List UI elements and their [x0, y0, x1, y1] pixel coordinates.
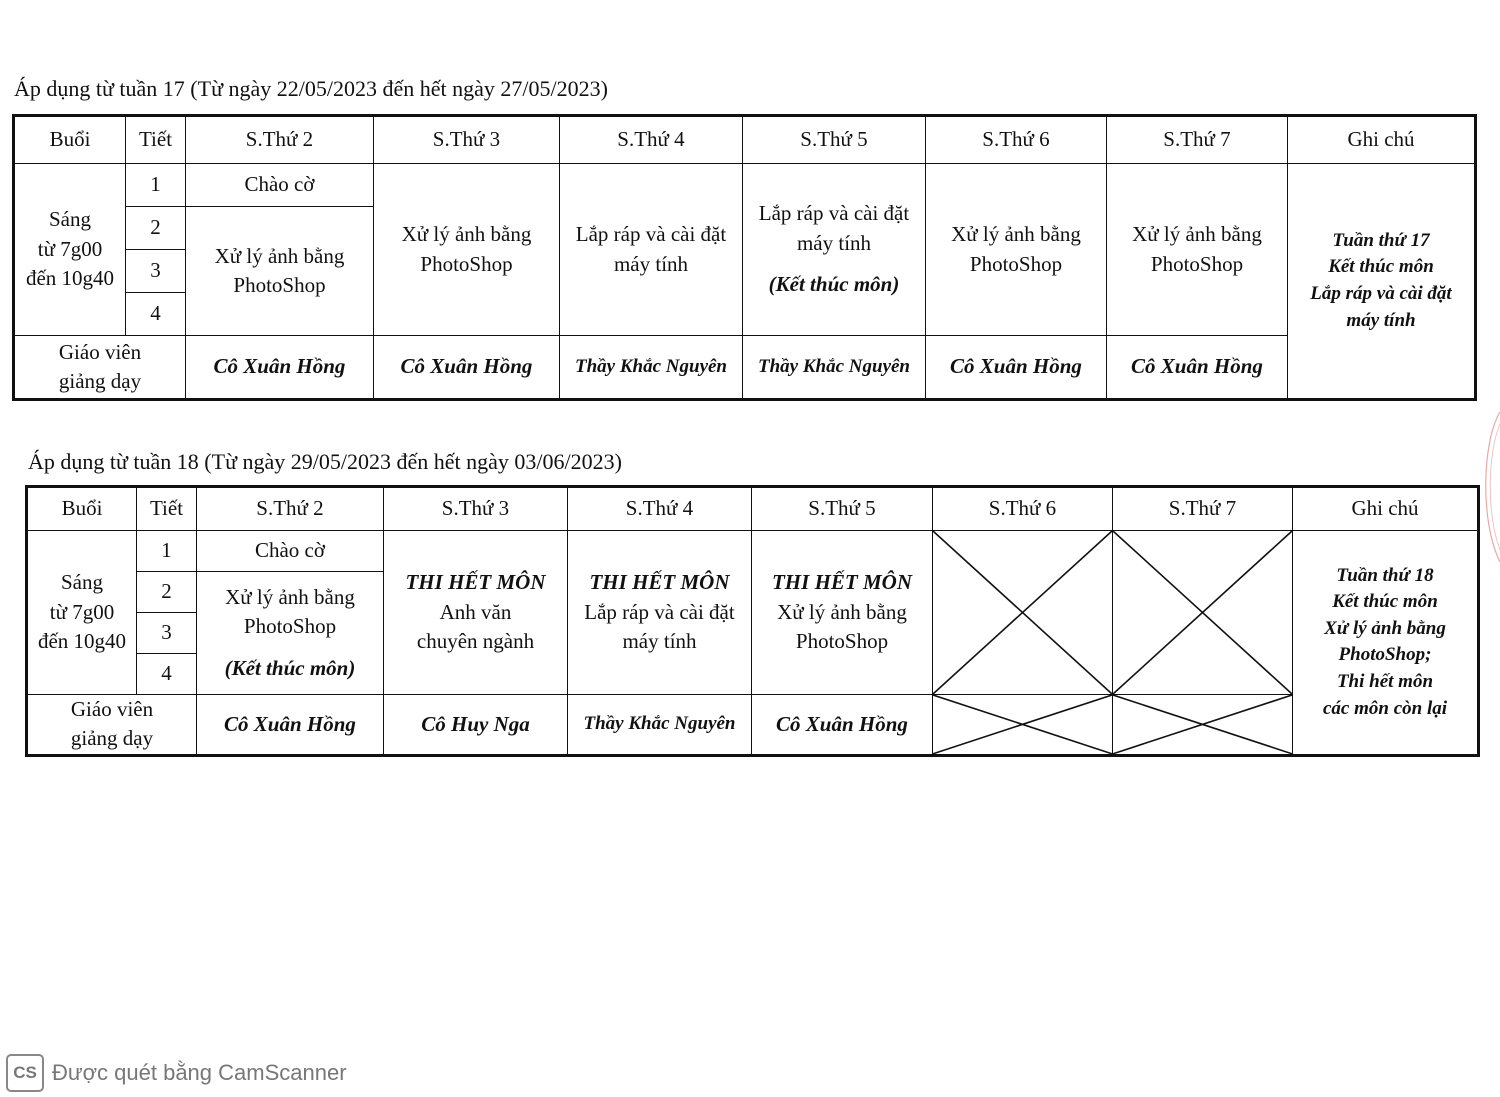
sat-subject	[1107, 164, 1288, 336]
teacher-row	[27, 695, 1479, 756]
fri-crossed-out	[933, 531, 1113, 695]
subject-line: Xử lý ảnh bằng	[777, 599, 907, 624]
subject-line: PhotoShop	[969, 251, 1063, 276]
teacher-mon: Cô Xuân Hồng	[186, 336, 374, 400]
period-2: 2	[126, 207, 186, 250]
session-cell	[27, 531, 137, 695]
subject-line: máy tính	[796, 230, 872, 255]
session-end: đến 10g40	[25, 266, 115, 291]
thu-subject	[743, 164, 926, 336]
teacher-row	[14, 336, 1476, 400]
subject-line: PhotoShop	[243, 614, 337, 639]
teacher-label-line: Giáo viên	[70, 697, 154, 721]
exam-title: THI HẾT MÔN	[771, 570, 912, 595]
note-line: Kết thúc môn	[1328, 256, 1434, 278]
subject-line: Lắp ráp và cài đặt	[575, 222, 727, 247]
header-fri: S.Thứ 6	[933, 487, 1113, 531]
tue-subject	[374, 164, 560, 336]
note-line: Lắp ráp và cài đặt	[1310, 283, 1452, 304]
tue-exam	[384, 531, 568, 695]
fri-subject	[926, 164, 1107, 336]
header-buoi: Buổi	[14, 116, 126, 164]
subject-line: Lắp ráp và cài đặt	[584, 599, 735, 624]
header-tue: S.Thứ 3	[384, 487, 568, 531]
mon-flag-ceremony: Chào cờ	[197, 531, 384, 572]
stamp-icon	[1476, 412, 1500, 562]
session-start: từ 7g00	[37, 236, 103, 261]
week18-timetable	[25, 485, 1480, 757]
scanner-watermark-text: Được quét bằng CamScanner	[52, 1060, 347, 1085]
subject-line: Anh văn	[439, 599, 512, 624]
header-thu: S.Thứ 5	[743, 116, 926, 164]
course-end-note: (Kết thúc môn)	[768, 272, 900, 297]
subject-line: Xử lý ảnh bằng	[214, 243, 345, 268]
subject-line: PhotoShop	[795, 629, 889, 654]
week-note	[1288, 164, 1476, 400]
teacher-label-line: giảng dạy	[58, 369, 142, 393]
subject-line: PhotoShop	[233, 273, 326, 297]
exam-title: THI HẾT MÔN	[589, 570, 730, 595]
wed-subject	[560, 164, 743, 336]
stamp-mark	[1476, 412, 1500, 562]
subject-line: Xử lý ảnh bằng	[951, 222, 1081, 247]
week18-caption: Áp dụng từ tuần 18 (Từ ngày 29/05/2023 đến hết ngày 03/06/2023)	[28, 449, 622, 474]
cross-mark-icon	[933, 695, 1112, 754]
note-line: Kết thúc môn	[1332, 591, 1438, 613]
week-note	[1293, 531, 1479, 756]
note-line: các môn còn lại	[1322, 697, 1448, 719]
course-end-note: (Kết thúc môn)	[224, 655, 356, 680]
scanner-watermark	[6, 1054, 347, 1092]
header-tue: S.Thứ 3	[374, 116, 560, 164]
period-1: 1	[137, 531, 197, 572]
header-tiet: Tiết	[126, 116, 186, 164]
wed-exam	[568, 531, 752, 695]
teacher-tue: Cô Huy Nga	[384, 695, 568, 756]
session-cell	[14, 164, 126, 336]
teacher-wed: Thầy Khắc Nguyên	[560, 336, 743, 400]
fri-teacher-crossed-out	[933, 695, 1113, 756]
period-4: 4	[126, 293, 186, 336]
header-wed: S.Thứ 4	[560, 116, 743, 164]
note-line: Xử lý ảnh bằng	[1324, 617, 1446, 639]
header-sat: S.Thứ 7	[1113, 487, 1293, 531]
teacher-fri: Cô Xuân Hồng	[926, 336, 1107, 400]
session-start: từ 7g00	[49, 599, 115, 624]
note-line: PhotoShop;	[1338, 644, 1432, 666]
sat-teacher-crossed-out	[1113, 695, 1293, 756]
cross-mark-icon	[1113, 531, 1292, 694]
mon-flag-ceremony: Chào cờ	[186, 164, 374, 207]
week17-caption: Áp dụng từ tuần 17 (Từ ngày 22/05/2023 đến hết ngày 27/05/2023)	[14, 76, 608, 101]
session-label: Sáng	[49, 207, 91, 232]
teacher-label	[27, 695, 197, 756]
week17-timetable	[12, 114, 1477, 401]
header-row	[27, 487, 1479, 531]
period-1: 1	[126, 164, 186, 207]
note-line: Tuần thứ 18	[1336, 564, 1434, 586]
cross-mark-icon	[933, 531, 1112, 694]
mon-subject	[186, 207, 374, 336]
mon-subject	[197, 572, 384, 695]
teacher-label	[14, 336, 186, 400]
subject-line: Xử lý ảnh bằng	[225, 584, 355, 609]
cross-mark-icon	[1113, 695, 1292, 754]
period-3: 3	[137, 613, 197, 654]
teacher-thu: Thầy Khắc Nguyên	[743, 336, 926, 400]
teacher-thu: Cô Xuân Hồng	[752, 695, 933, 756]
header-fri: S.Thứ 6	[926, 116, 1107, 164]
teacher-wed: Thầy Khắc Nguyên	[568, 695, 752, 756]
thu-exam	[752, 531, 933, 695]
subject-line: Xử lý ảnh bằng	[401, 222, 532, 247]
teacher-label-line: Giáo viên	[58, 339, 142, 364]
teacher-sat: Cô Xuân Hồng	[1107, 336, 1288, 400]
header-wed: S.Thứ 4	[568, 487, 752, 531]
subject-line: Xử lý ảnh bằng	[1132, 222, 1262, 247]
note-line: Thi hết môn	[1336, 670, 1434, 692]
sat-crossed-out	[1113, 531, 1293, 695]
header-note: Ghi chú	[1293, 487, 1479, 531]
header-sat: S.Thứ 7	[1107, 116, 1288, 164]
subject-line: PhotoShop	[420, 251, 513, 276]
header-thu: S.Thứ 5	[752, 487, 933, 531]
camscanner-logo-icon: CS	[6, 1054, 44, 1092]
teacher-tue: Cô Xuân Hồng	[374, 336, 560, 400]
header-buoi: Buổi	[27, 487, 137, 531]
period-4: 4	[137, 654, 197, 695]
exam-title: THI HẾT MÔN	[405, 570, 546, 595]
header-row	[14, 116, 1476, 164]
teacher-mon: Cô Xuân Hồng	[197, 695, 384, 756]
period-3: 3	[126, 250, 186, 293]
subject-line: máy tính	[613, 251, 689, 276]
header-note: Ghi chú	[1288, 116, 1476, 164]
subject-line: chuyên ngành	[416, 629, 535, 654]
teacher-label-line: giảng dạy	[70, 726, 154, 751]
session-label: Sáng	[61, 570, 103, 595]
subject-line: máy tính	[622, 629, 697, 654]
header-mon: S.Thứ 2	[197, 487, 384, 531]
subject-line: PhotoShop	[1150, 251, 1244, 276]
note-line: Tuần thứ 17	[1332, 229, 1430, 251]
header-mon: S.Thứ 2	[186, 116, 374, 164]
header-tiet: Tiết	[137, 487, 197, 531]
session-end: đến 10g40	[37, 629, 127, 654]
period-2: 2	[137, 572, 197, 613]
subject-line: Lắp ráp và cài đặt	[758, 201, 910, 226]
note-line: máy tính	[1346, 309, 1416, 331]
